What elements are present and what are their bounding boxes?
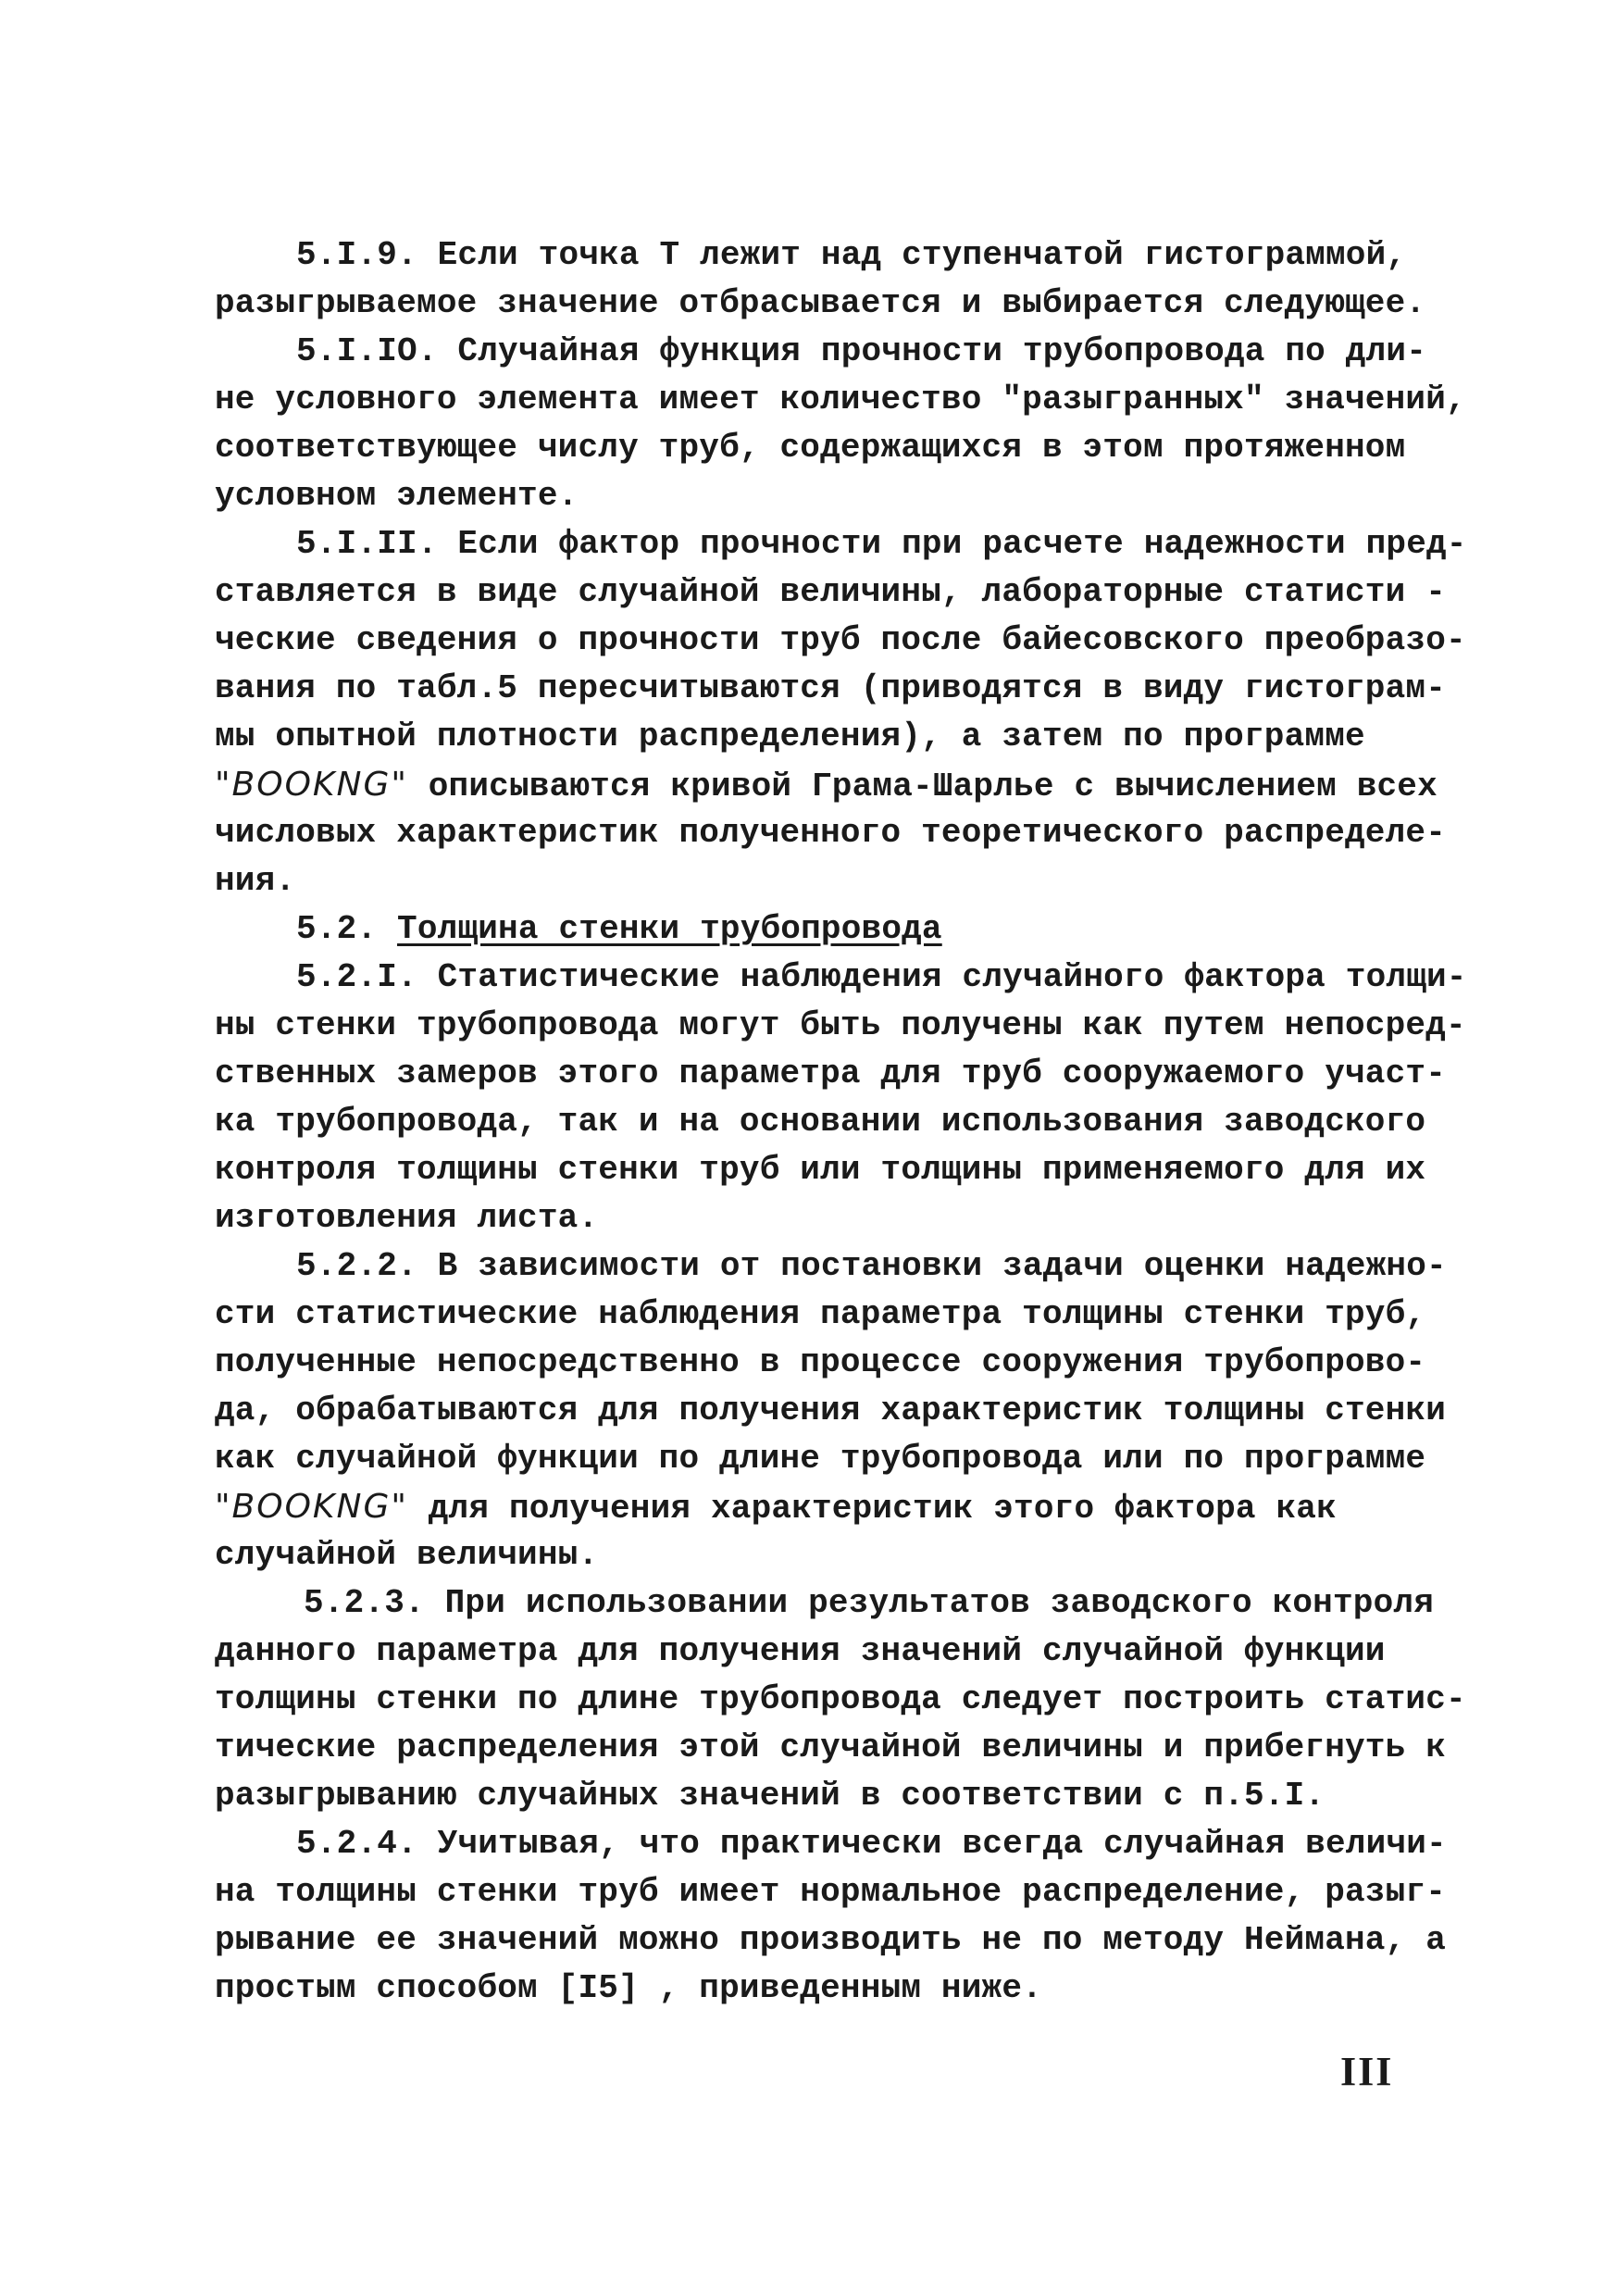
text-line: простым способом [I5] , приведенным ниже. xyxy=(215,1969,1042,2007)
text-line: не условного элемента имеет количество "разыгранных" значений, xyxy=(215,381,1466,418)
text-line: вания по табл.5 пересчитываются (приводятся в виду гистограм- xyxy=(215,669,1447,707)
text-line: разыгрыванию случайных значений в соответствии с п.5.I. xyxy=(215,1777,1326,1815)
section-number: 5.2. xyxy=(296,910,378,948)
program-name: "BOOKNG" xyxy=(215,1488,408,1526)
text-line: ставляется в виде случайной величины, лабораторные статисти - xyxy=(215,573,1447,611)
text-line: 5.I.II. Если фактор прочности при расчете надежности пред- xyxy=(296,525,1467,563)
text-line xyxy=(215,1483,1427,1531)
text-line: ческие сведения о прочности труб после байесовского преобразо- xyxy=(215,621,1466,659)
text-line: разыгрываемое значение отбрасывается и выбирается следующее. xyxy=(215,284,1426,322)
text-line: 5.2.I. Статистические наблюдения случайного фактора толщи- xyxy=(296,958,1467,996)
text-line: да, обрабатываются для получения характеристик толщины стенки xyxy=(215,1391,1447,1429)
text-line: числовых характеристик полученного теоретического распределе- xyxy=(215,814,1447,852)
text-line: рывание ее значений можно производить не по методу Неймана, а xyxy=(215,1921,1447,1959)
text-line: сти статистические наблюдения параметра толщины стенки труб, xyxy=(215,1295,1426,1333)
text-line: контроля толщины стенки труб или толщины применяемого для их xyxy=(215,1151,1426,1189)
text-line: случайной величины. xyxy=(215,1536,599,1574)
text-line: ственных замеров этого параметра для труб сооружаемого участ- xyxy=(215,1054,1447,1092)
text-fragment: для получения характеристик этого фактора как xyxy=(428,1490,1337,1528)
text-line: ны стенки трубопровода могут быть получены как путем непосред- xyxy=(215,1006,1466,1044)
text-line: тические распределения этой случайной величины и прибегнуть к xyxy=(215,1728,1447,1766)
section-title: Толщина стенки трубопровода xyxy=(397,910,942,948)
text-line: на толщины стенки труб имеет нормальное распределение, разыг- xyxy=(215,1873,1447,1911)
text-line: как случайной функции по длине трубопровода или по программе xyxy=(215,1440,1426,1478)
text-line: ка трубопровода, так и на основании использования заводского xyxy=(215,1103,1426,1141)
text-line: 5.2.4. Учитывая, что практически всегда случайная величи- xyxy=(296,1825,1447,1863)
text-line: данного параметра для получения значений случайной функции xyxy=(215,1632,1386,1670)
text-line: 5.2.3. При использовании результатов заводского контроля xyxy=(304,1584,1434,1622)
program-name: "BOOKNG" xyxy=(215,766,408,804)
text-line: полученные непосредственно в процессе сооружения трубопрово- xyxy=(215,1343,1426,1381)
text-line xyxy=(215,761,1438,809)
text-line: ния. xyxy=(215,862,296,900)
body-text xyxy=(215,231,1467,2013)
text-line: 5.I.9. Если точка Т лежит над ступенчатой гистограммой, xyxy=(296,236,1407,274)
text-line: 5.I.IO. Случайная функция прочности трубопровода по дли- xyxy=(296,332,1426,370)
text-line: 5.2.2. В зависимости от постановки задачи оценки надежно- xyxy=(296,1247,1447,1285)
text-line: мы опытной плотности распределения), а затем по программе xyxy=(215,718,1365,755)
text-line: изготовления листа. xyxy=(215,1199,599,1237)
text-fragment: описываются кривой Грама-Шарлье с вычислением всех xyxy=(428,767,1438,805)
text-line: толщины стенки по длине трубопровода следует построить статис- xyxy=(215,1680,1466,1718)
text-line: условном элементе. xyxy=(215,477,579,515)
page-number: III xyxy=(1340,2049,1394,2094)
section-heading xyxy=(215,905,1427,954)
text-line: соответствующее числу труб, содержащихся в этом протяженном xyxy=(215,429,1406,467)
